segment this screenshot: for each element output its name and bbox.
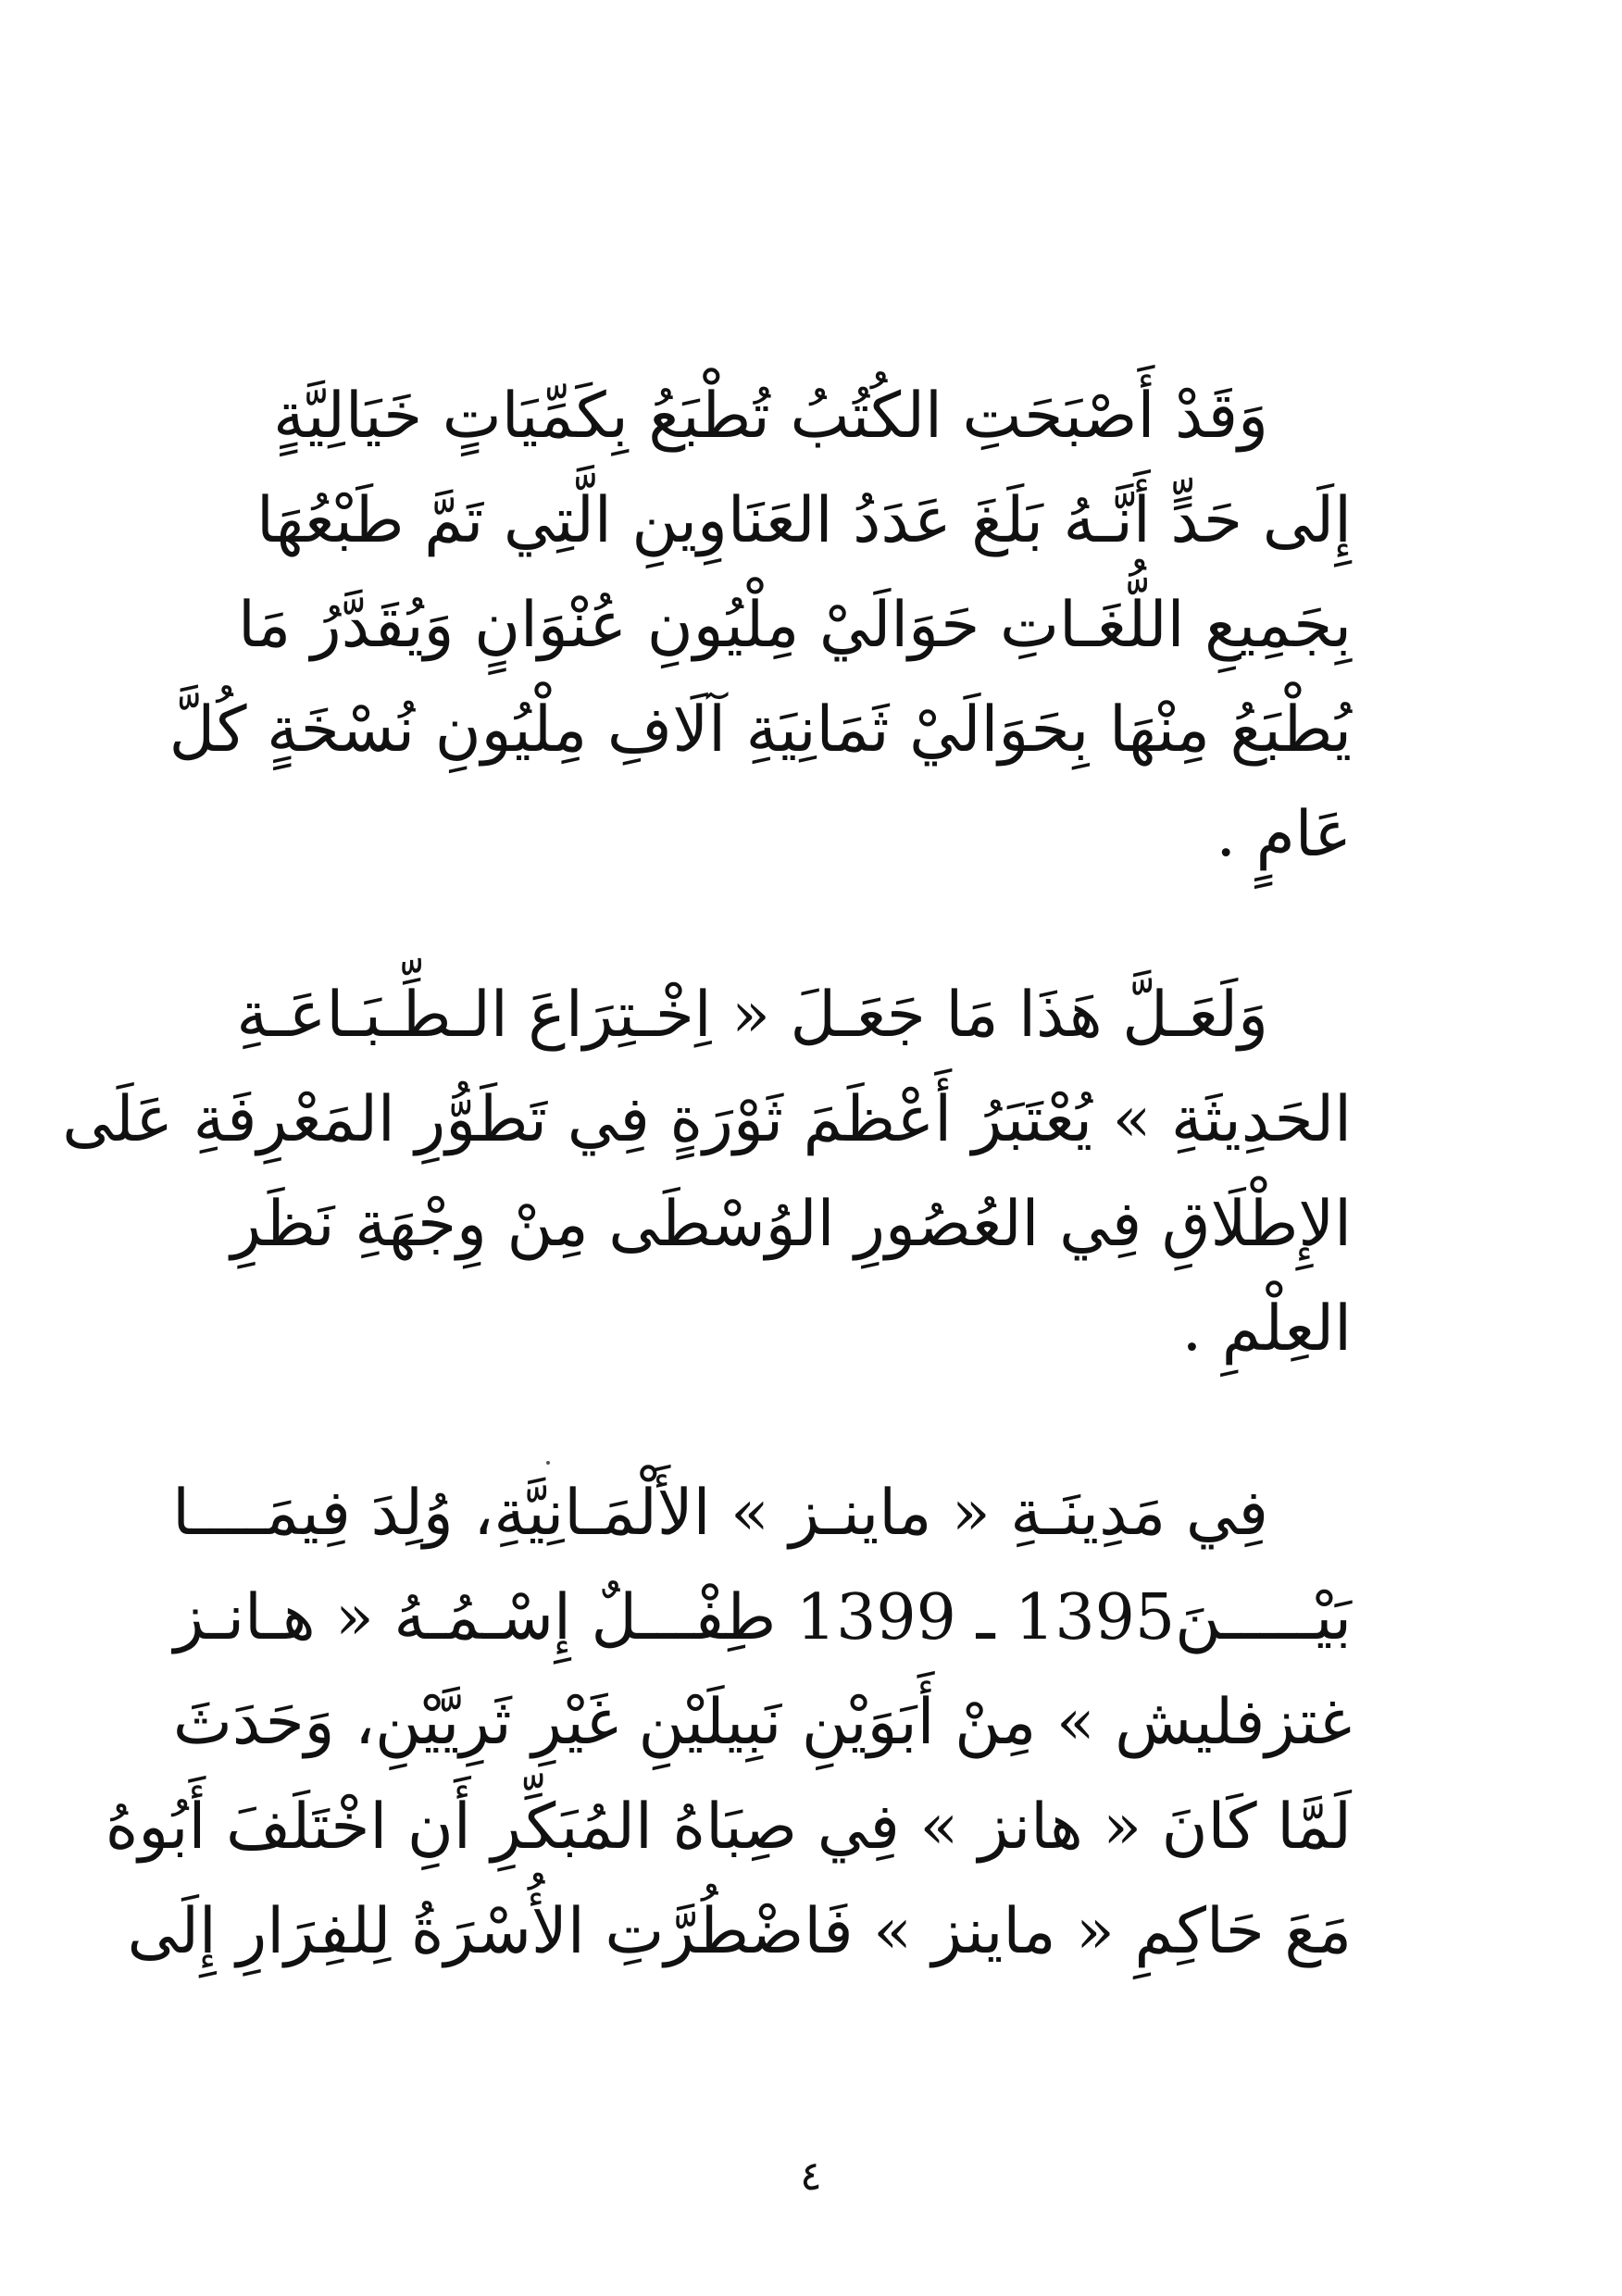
text-line: وَلَعَـلَّ هَذَا مَا جَعَـلَ « اِخْـتِرَاعَ الـطِّـبَـاعَـةِ [236,979,1268,1052]
text-line: العِلْمِ . [1181,1292,1352,1366]
text-line: بَيْـــــنَ1395 ـ 1399 طِفْـــلٌ إِسْـمُـهُ « هـانـز [173,1581,1352,1654]
text-line: بِجَمِيعِ اللُّغَـاتِ حَوَالَيْ مِلْيُونِ عُنْوَانٍ وَيُقَدَّرُ مَا [238,589,1352,662]
text-line: مَعَ حَاكِمِ « ماينز » فَاضْطُرَّتِ الأُسْرَةُ لِلفِرَارِ إِلَى [127,1895,1352,1968]
text-line: فِي مَدِينَـةِ « ماينـز » الأَلْمَـانِيَّةِ، وُلِدَ فِيمَــــا [172,1477,1268,1550]
text-line: إِلَى حَدٍّ أَنَّـهُ بَلَغَ عَدَدُ العَنَاوِينِ الَّتِي تَمَّ طَبْعُهَا [256,484,1352,557]
text-line: الإِطْلَاقِ فِي العُصُورِ الوُسْطَى مِنْ وِجْهَةِ نَظَرِ [231,1188,1352,1261]
text-line: غتزفليش » مِنْ أَبَوَيْنِ نَبِيلَيْنِ غَيْرِ ثَرِيَّيْنِ، وَحَدَثَ [172,1686,1352,1759]
text-line: يُطْبَعُ مِنْهَا بِحَوَالَيْ ثَمَانِيَةِ آلَافِ مِلْيُونِ نُسْخَةٍ كُلَّ [168,693,1352,767]
text-line: عَامٍ . [1216,798,1352,871]
scan-speck [546,1461,550,1465]
page-number: ٤ [800,2152,822,2200]
text-line: الحَدِيثَةِ » يُعْتَبَرُ أَعْظَمَ ثَوْرَةٍ فِي تَطَوُّرِ المَعْرِفَةِ عَلَى [62,1083,1352,1156]
text-line: وَقَدْ أَصْبَحَتِ الكُتُبُ تُطْبَعُ بِكَمِّيَاتٍ خَيَالِيَّةٍ [273,380,1268,453]
text-line: لَمَّا كَانَ « هانز » فِي صِبَاهُ المُبَكِّرِ أَنِ اخْتَلَفَ أَبُوهُ [105,1791,1352,1864]
